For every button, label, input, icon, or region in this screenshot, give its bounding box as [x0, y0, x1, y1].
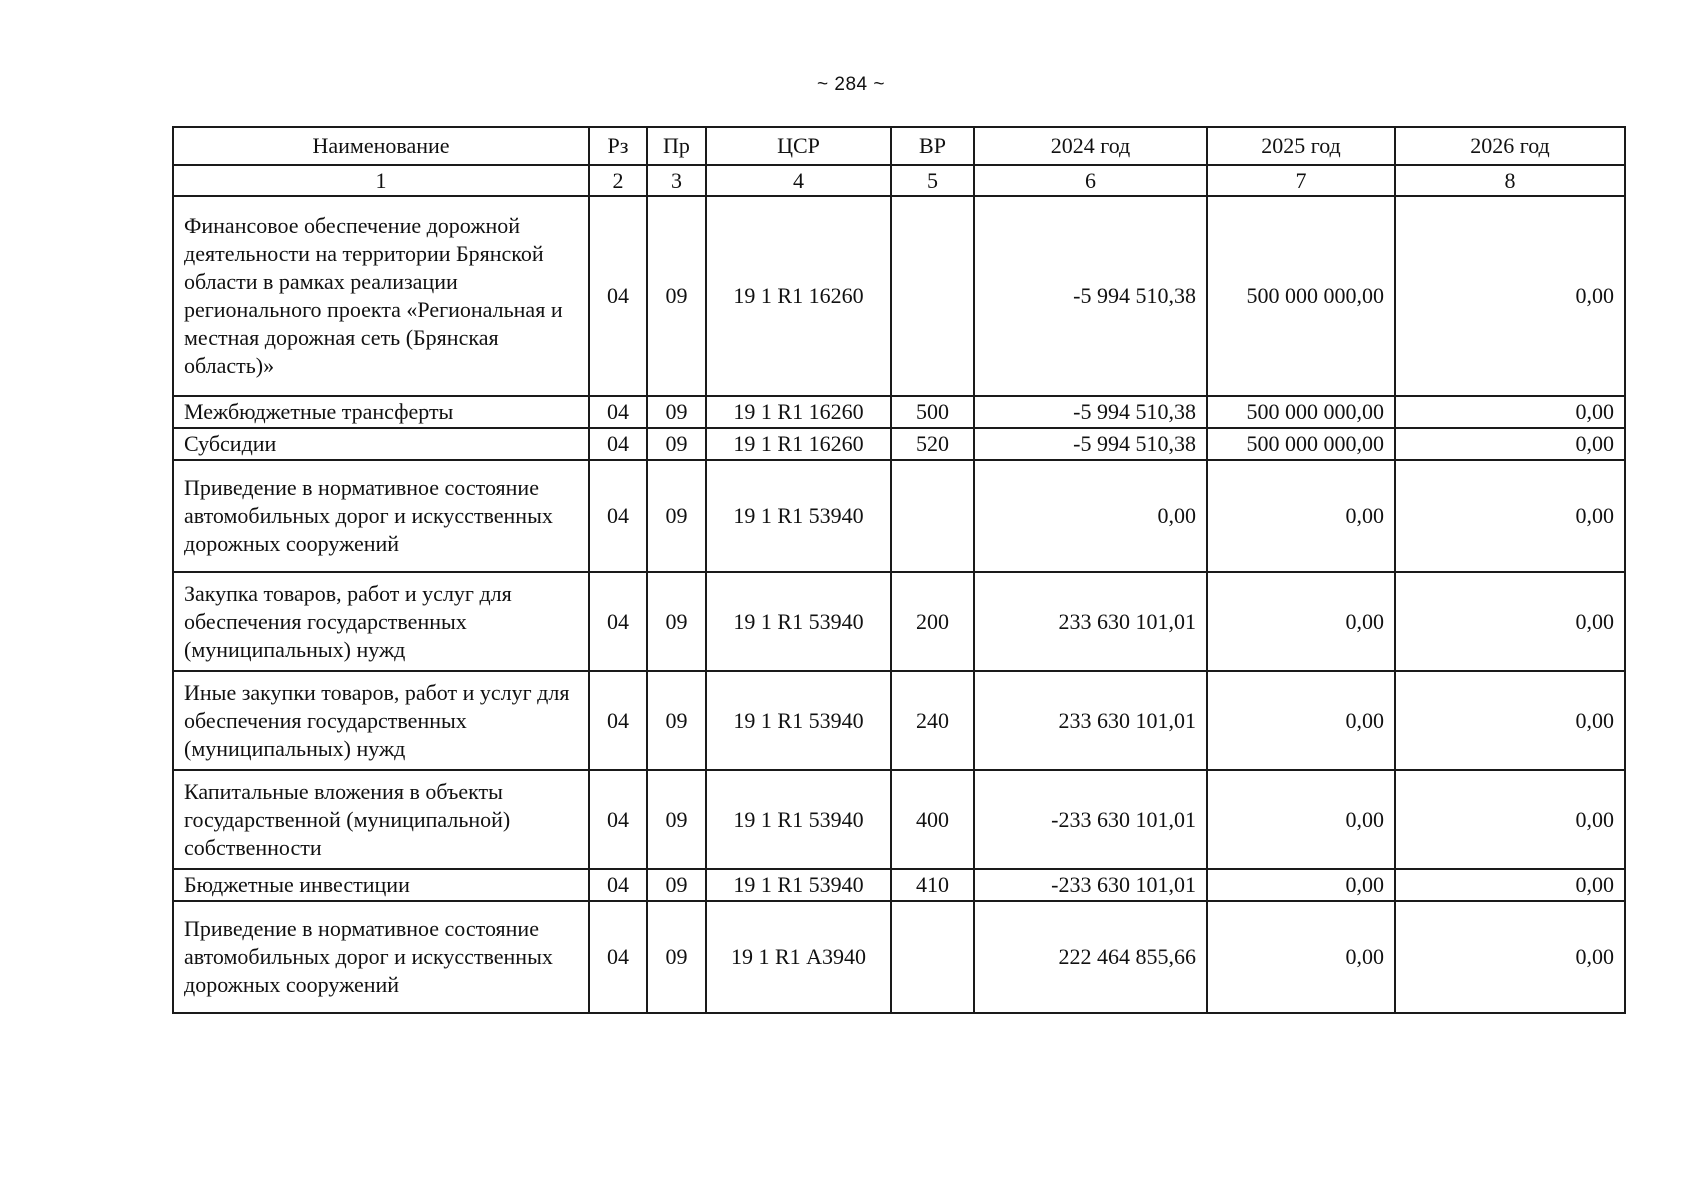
table-row	[173, 671, 1625, 770]
cell-csr: 19 1 R1 16260	[706, 428, 891, 460]
cell-rz: 04	[589, 460, 647, 572]
table-row	[173, 869, 1625, 901]
cell-rz: 04	[589, 572, 647, 671]
cell-pr: 09	[647, 869, 706, 901]
cell-2024: -233 630 101,01	[974, 770, 1207, 869]
col-number: 8	[1395, 165, 1625, 196]
page-number: ~ 284 ~	[817, 74, 885, 95]
cell-csr: 19 1 R1 53940	[706, 572, 891, 671]
cell-2025: 500 000 000,00	[1207, 196, 1395, 396]
cell-vr: 200	[891, 572, 974, 671]
cell-2026: 0,00	[1395, 572, 1625, 671]
cell-2026: 0,00	[1395, 671, 1625, 770]
cell-name: Капитальные вложения в объекты государственной (муниципальной) собственности	[173, 770, 589, 869]
cell-pr: 09	[647, 901, 706, 1013]
col-number: 6	[974, 165, 1207, 196]
cell-vr	[891, 196, 974, 396]
table-row	[173, 901, 1625, 1013]
table-row	[173, 572, 1625, 671]
cell-rz: 04	[589, 196, 647, 396]
cell-name: Финансовое обеспечение дорожной деятельности на территории Брянской области в рамках реализации регионального проекта «Региональная и местная дорожная сеть (Брянская область)»	[173, 196, 589, 396]
cell-2024: -5 994 510,38	[974, 196, 1207, 396]
cell-vr: 240	[891, 671, 974, 770]
cell-2024: 222 464 855,66	[974, 901, 1207, 1013]
cell-2026: 0,00	[1395, 770, 1625, 869]
cell-name: Закупка товаров, работ и услуг для обеспечения государственных (муниципальных) нужд	[173, 572, 589, 671]
table-row	[173, 428, 1625, 460]
cell-2024: -5 994 510,38	[974, 428, 1207, 460]
cell-pr: 09	[647, 572, 706, 671]
budget-table	[172, 126, 1626, 1014]
header-csr: ЦСР	[706, 127, 891, 165]
cell-rz: 04	[589, 901, 647, 1013]
col-number: 5	[891, 165, 974, 196]
cell-vr: 410	[891, 869, 974, 901]
header-pr: Пр	[647, 127, 706, 165]
header-row	[173, 127, 1625, 165]
table-row	[173, 196, 1625, 396]
header-name: Наименование	[173, 127, 589, 165]
cell-2025: 500 000 000,00	[1207, 396, 1395, 428]
cell-vr	[891, 901, 974, 1013]
cell-vr: 400	[891, 770, 974, 869]
cell-csr: 19 1 R1 53940	[706, 770, 891, 869]
cell-2025: 0,00	[1207, 671, 1395, 770]
cell-csr: 19 1 R1 А3940	[706, 901, 891, 1013]
cell-2025: 0,00	[1207, 572, 1395, 671]
cell-vr: 500	[891, 396, 974, 428]
header-2024: 2024 год	[974, 127, 1207, 165]
cell-rz: 04	[589, 671, 647, 770]
cell-2025: 0,00	[1207, 901, 1395, 1013]
cell-2025: 500 000 000,00	[1207, 428, 1395, 460]
cell-csr: 19 1 R1 16260	[706, 396, 891, 428]
cell-2024: 233 630 101,01	[974, 572, 1207, 671]
cell-2026: 0,00	[1395, 901, 1625, 1013]
cell-pr: 09	[647, 396, 706, 428]
col-number: 3	[647, 165, 706, 196]
header-2026: 2026 год	[1395, 127, 1625, 165]
cell-rz: 04	[589, 869, 647, 901]
header-2025: 2025 год	[1207, 127, 1395, 165]
cell-csr: 19 1 R1 16260	[706, 196, 891, 396]
cell-2026: 0,00	[1395, 460, 1625, 572]
cell-2025: 0,00	[1207, 460, 1395, 572]
col-number: 2	[589, 165, 647, 196]
table-row	[173, 396, 1625, 428]
cell-name: Субсидии	[173, 428, 589, 460]
cell-csr: 19 1 R1 53940	[706, 460, 891, 572]
cell-vr	[891, 460, 974, 572]
cell-2026: 0,00	[1395, 869, 1625, 901]
cell-2024: 233 630 101,01	[974, 671, 1207, 770]
col-number: 7	[1207, 165, 1395, 196]
table-row	[173, 770, 1625, 869]
header-rz: Рз	[589, 127, 647, 165]
col-number: 1	[173, 165, 589, 196]
table-row	[173, 460, 1625, 572]
cell-pr: 09	[647, 671, 706, 770]
cell-2024: -5 994 510,38	[974, 396, 1207, 428]
cell-2024: 0,00	[974, 460, 1207, 572]
cell-vr: 520	[891, 428, 974, 460]
cell-name: Приведение в нормативное состояние автомобильных дорог и искусственных дорожных сооружений	[173, 901, 589, 1013]
cell-2026: 0,00	[1395, 396, 1625, 428]
cell-csr: 19 1 R1 53940	[706, 671, 891, 770]
cell-rz: 04	[589, 770, 647, 869]
cell-2026: 0,00	[1395, 196, 1625, 396]
column-number-row	[173, 165, 1625, 196]
cell-pr: 09	[647, 770, 706, 869]
cell-name: Бюджетные инвестиции	[173, 869, 589, 901]
cell-2026: 0,00	[1395, 428, 1625, 460]
cell-name: Межбюджетные трансферты	[173, 396, 589, 428]
cell-csr: 19 1 R1 53940	[706, 869, 891, 901]
cell-rz: 04	[589, 396, 647, 428]
cell-name: Приведение в нормативное состояние автомобильных дорог и искусственных дорожных сооружений	[173, 460, 589, 572]
cell-2024: -233 630 101,01	[974, 869, 1207, 901]
cell-pr: 09	[647, 460, 706, 572]
cell-name: Иные закупки товаров, работ и услуг для обеспечения государственных (муниципальных) нужд	[173, 671, 589, 770]
col-number: 4	[706, 165, 891, 196]
cell-2025: 0,00	[1207, 770, 1395, 869]
cell-2025: 0,00	[1207, 869, 1395, 901]
cell-pr: 09	[647, 196, 706, 396]
cell-pr: 09	[647, 428, 706, 460]
cell-rz: 04	[589, 428, 647, 460]
header-vr: ВР	[891, 127, 974, 165]
